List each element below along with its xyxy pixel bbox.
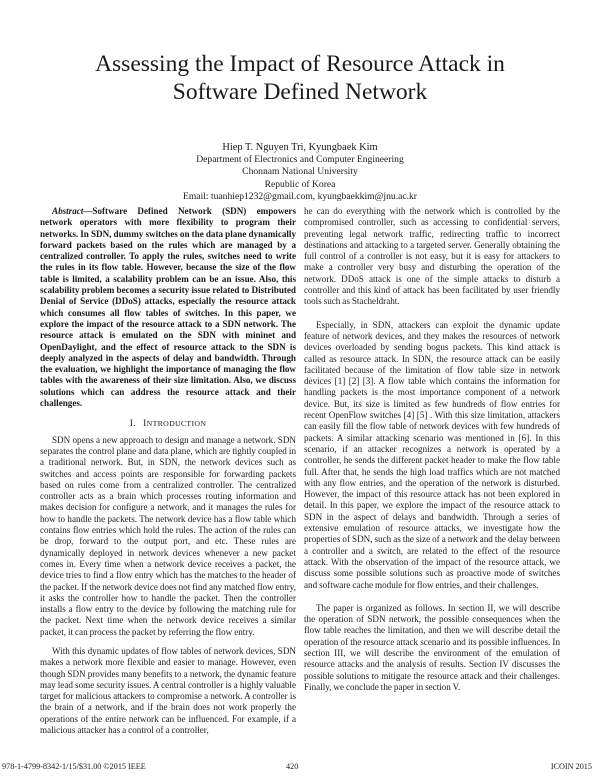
paper-title [40, 50, 560, 106]
footer-copyright: 978-1-4799-8342-1/15/$31.00 ©2015 IEEE [2, 762, 146, 771]
section-title-rest: NTRODUCTION [146, 419, 207, 429]
left-column [40, 206, 296, 736]
footer-conference: ICOIN 2015 [550, 762, 592, 771]
author-country: Republic of Korea [264, 178, 336, 190]
intro-paragraph-1: SDN opens a new approach to design and manage a network. SDN separates the control plane and data plane, which are tightly coupled in a traditional network. But, in SDN, the network devices such as switches and access points are responsible for forwarding packets based on rules come from a centralized controller. The centralized controller acts as a brain which processes routing information and makes decision for configure a network, and it manages the rules for how to handle the packets. The network device has a flow table which contains flow entries which hold the rules. The action of the rules can be drop, forward to the output port, and etc. These rules are dynamically deployed in network devices whenever a new packet comes in. Every time when a network device receives a packet, the device tries to find a flow entry which has the matches to the header of the packet. If the network device does not find any matched flow entry, it asks the controller how to handle the packet. Then the controller installs a flow entry to the device by following the matching rule for the packet. Next time when the network device receives a similar packet, it can process the packet by referring the flow entry. [40, 434, 296, 637]
title-line-2: Software Defined Network [172, 79, 428, 105]
author-names: Hiep T. Nguyen Tri, Kyungbaek Kim [222, 142, 378, 153]
author-university: Chonnam National University [242, 166, 358, 178]
intro-paragraph-2-continued: he can do everything with the network which is controlled by the compromised controller, such as accessing to confidential servers, preventing legal network traffic, redirecting traffic to incorrect destinations and attacking to a targeted server. Generally obtaining the full control of a controller is not easy, but it is easy for attackers to make a controller very busy and disturbing the operation of the network. DDoS attack is one of the simple attacks to disturb a controller and this kind of attack has been facilitated by user friendly tools such as Stacheldraht. [304, 206, 560, 307]
section-heading-introduction [40, 418, 296, 429]
right-column [304, 206, 560, 693]
title-line-1: Assessing the Impact of Resource Attack in [95, 51, 505, 77]
intro-paragraph-4: The paper is organized as follows. In section II, we will describe the operation of SDN network, the possible consequences when the flow table reaches the limitation, and then we will describe detail the operation of the resource attack scenario and its possible influences. In section III, we will describe the environment of the emulation of resource attacks and the analysis of results. Section IV discusses the possible solutions to mitigate the resource attack and their challenges. Finally, we conclude the paper in section V. [304, 602, 560, 692]
author-email: Email: tuanhiep1232@gmail.com, kyungbaekkim@jnu.ac.kr [182, 190, 417, 202]
abstract [40, 206, 296, 409]
intro-paragraph-3: Especially, in SDN, attackers can exploit the dynamic update feature of network devices, and they makes the resources of network devices overloaded by sending bogus packets. This kind attack is called as resource attack. In SDN, the resource attack can be easily facilitated because of the limitation of flow table size in network devices [1] [2] [3]. A flow table which contains the information for handling packets is the most importance component of a network device. But, its size is limited as few hundreds of flow entries for recent OpenFlow switches [4] [5] . With this size limitation, attackers can easily fill the flow table of network devices with few hundreds of packets. A similar attacking scenario was mentioned in [6]. In this scenario, if an attacker recognizes a network is operated by a controller, he sends the different packet header to make the flow table full. After that, he sends the high load traffics which are not matched with any flow entries, and the operation of the network is disturbed. However, the impact of this resource attack has not been explored in detail. In this paper, we explore the impact of the resource attack to SDN in the aspect of delays and bandwidth. Through a series of extensive emulation of resource attacks, we investigate how the properties of SDN, such as the size of a network and the delay between a controller and a switch, are related to the effect of the resource attack. With the observation of the impact of the resource attack, we discuss some possible solutions such as proactive mode of switches and software cache module for flow entries, and their challenges. [304, 319, 560, 590]
intro-paragraph-2: With this dynamic updates of flow tables of network devices, SDN makes a network more flexible and easier to manage. However, even though SDN provides many benefits to a network, the dynamic feature may lead some security issues. A central controller is a highly valuable target for malicious attackers to compromise a network. A controller is the brain of a network, and if the brain does not work properly the operations of the entire network can be influenced. For example, if a malicious attacker has a control of a controller, [40, 645, 296, 736]
section-title-initial: I [143, 418, 147, 430]
author-department: Department of Electronics and Computer Engineering [196, 154, 404, 166]
author-block [100, 142, 500, 203]
abstract-label: Abstract [52, 206, 84, 216]
footer-page-number: 420 [286, 762, 299, 771]
section-number: I. [129, 418, 136, 430]
abstract-text: —Software Defined Network (SDN) empowers network operators with more flexibility to program their networks. In SDN, dummy switches on the data plane dynamically forward packets based on the rules which are managed by a centralized controller. To apply the rules, switches need to write the rules in its flow table. However, because the size of the flow table is limited, a scalability problem can be an issue. Also, this scalability problem becomes a security issue related to Distributed Denial of Service (DDoS) attacks, especially the resource attack which consumes all flow tables of switches. In this paper, we explore the impact of the resource attack to a SDN network. The resource attack is emulated on the SDN with mininet and OpenDaylight, and the effect of resource attack to the SDN is deeply analyzed in the aspects of delay and bandwidth. Through the evaluation, we highlight the importance of managing the flow tables with the awareness of their size limitation. Also, we discuss solutions which can address the resource attack and their challenges. [40, 206, 296, 409]
